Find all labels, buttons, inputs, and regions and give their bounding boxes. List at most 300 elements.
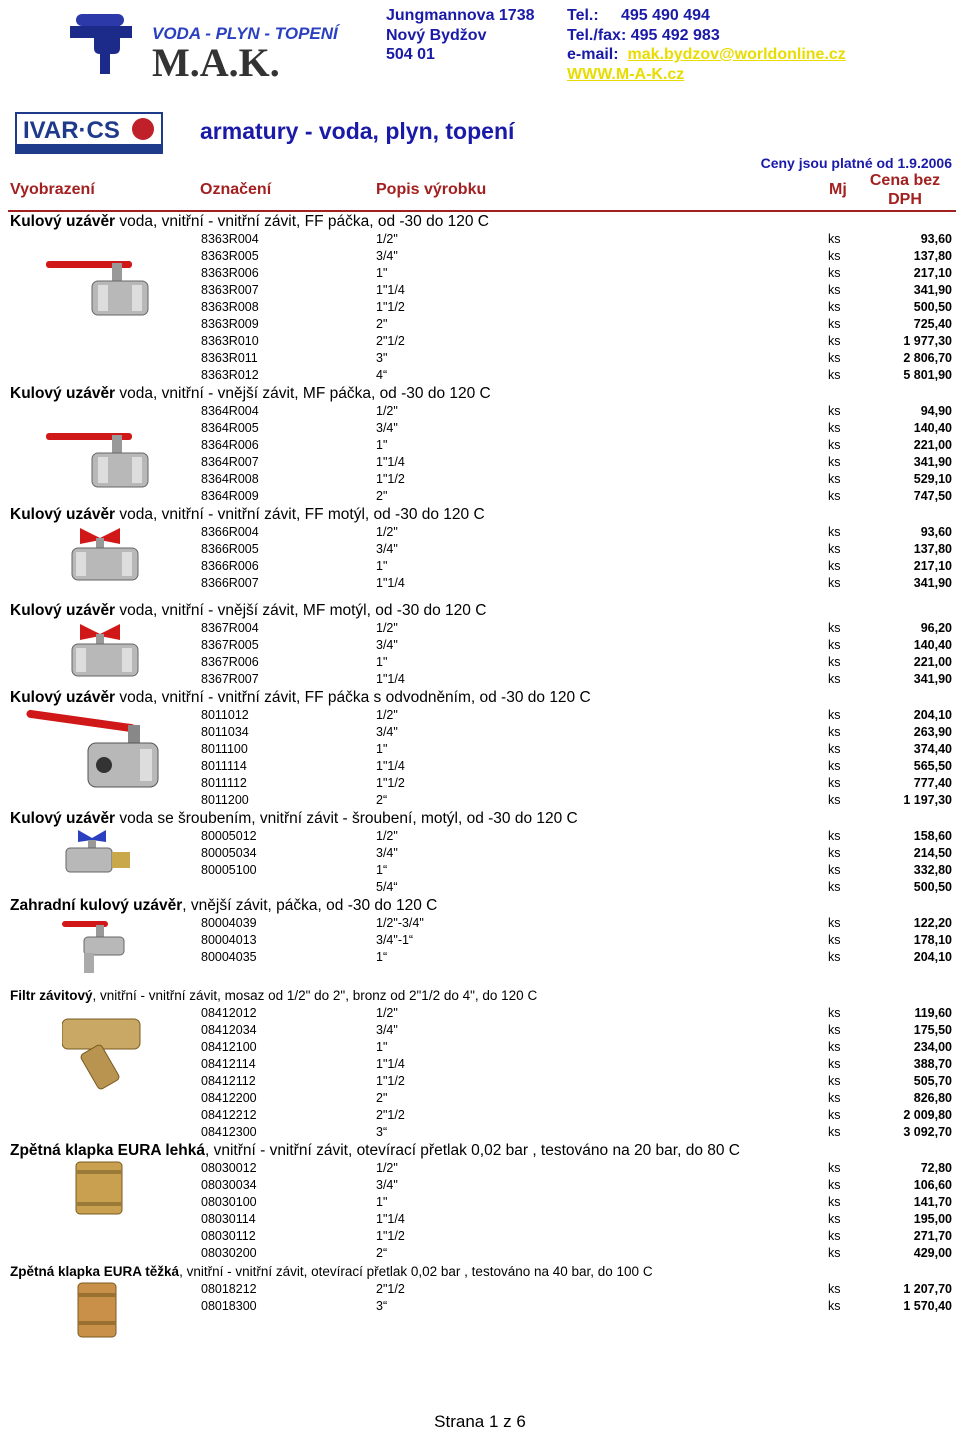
product-unit: ks bbox=[828, 621, 841, 635]
product-unit: ks bbox=[828, 1091, 841, 1105]
product-unit: ks bbox=[828, 559, 841, 573]
table-row bbox=[0, 471, 960, 488]
product-size: 1/2" bbox=[376, 621, 398, 635]
product-section bbox=[0, 384, 960, 505]
product-unit: ks bbox=[828, 1246, 841, 1260]
section-title-bold: Filtr závitový bbox=[10, 988, 93, 1003]
table-row bbox=[0, 316, 960, 333]
product-code: 08030100 bbox=[201, 1195, 257, 1209]
product-section bbox=[0, 1262, 960, 1315]
section-title-bold: Kulový uzávěr bbox=[10, 810, 116, 827]
product-unit: ks bbox=[828, 249, 841, 263]
product-unit: ks bbox=[828, 455, 841, 469]
product-size: 1"1/4 bbox=[376, 455, 405, 469]
section-title-bold: Zahradní kulový uzávěr bbox=[10, 897, 183, 914]
product-price: 747,50 bbox=[913, 489, 952, 503]
section-title-rest: voda, vnitřní - vnitřní závit, FF páčka, od -30 do 120 C bbox=[115, 213, 490, 230]
table-row bbox=[0, 792, 960, 809]
product-size: 1/2" bbox=[376, 829, 398, 843]
table-row bbox=[0, 620, 960, 637]
table-row bbox=[0, 1124, 960, 1141]
product-unit: ks bbox=[828, 1195, 841, 1209]
product-code: 08412300 bbox=[201, 1125, 257, 1139]
product-unit: ks bbox=[828, 283, 841, 297]
fax-number: 495 492 983 bbox=[630, 26, 720, 44]
section-title-rest: , vnitřní - vnitřní závit, otevírací přetlak 0,02 bar , testováno na 40 bar, do 100 C bbox=[179, 1264, 653, 1279]
ivar-cs-logo bbox=[15, 112, 163, 154]
product-price: 529,10 bbox=[913, 472, 952, 486]
table-row bbox=[0, 1039, 960, 1056]
product-size: 1"1/4 bbox=[376, 576, 405, 590]
table-row bbox=[0, 248, 960, 265]
product-size: 5/4“ bbox=[376, 880, 398, 894]
product-size: 3“ bbox=[376, 1125, 388, 1139]
product-price: 341,90 bbox=[913, 283, 952, 297]
table-row bbox=[0, 1228, 960, 1245]
product-code: 8363R012 bbox=[201, 368, 259, 382]
table-row bbox=[0, 741, 960, 758]
product-rows bbox=[0, 231, 960, 384]
product-code: 8364R007 bbox=[201, 455, 259, 469]
product-unit: ks bbox=[828, 880, 841, 894]
table-row bbox=[0, 1073, 960, 1090]
product-unit: ks bbox=[828, 708, 841, 722]
product-size: 1/2" bbox=[376, 1006, 398, 1020]
fax-label: Tel./fax: bbox=[567, 26, 627, 44]
product-code: 8011112 bbox=[201, 776, 247, 790]
product-unit: ks bbox=[828, 759, 841, 773]
product-price: 217,10 bbox=[913, 266, 952, 280]
product-code: 8363R011 bbox=[201, 351, 258, 365]
address-street: Jungmannova 1738 bbox=[386, 7, 535, 24]
product-code: 08030112 bbox=[201, 1229, 256, 1243]
product-size: 1/2" bbox=[376, 1161, 398, 1175]
product-size: 1/2" bbox=[376, 708, 398, 722]
product-price: 3 092,70 bbox=[903, 1125, 952, 1139]
product-price: 263,90 bbox=[913, 725, 952, 739]
product-size: 1"1/2 bbox=[376, 300, 405, 314]
table-row bbox=[0, 1281, 960, 1298]
section-title bbox=[0, 896, 960, 915]
section-title-rest: , vnitřní - vnitřní závit, otevírací přetlak 0,02 bar , testováno na 20 bar, do 80 C bbox=[204, 1142, 740, 1159]
section-title bbox=[0, 1262, 960, 1281]
contact-block bbox=[567, 6, 846, 84]
product-size: 2“ bbox=[376, 1246, 388, 1260]
product-price: 1 207,70 bbox=[903, 1282, 952, 1296]
table-row bbox=[0, 654, 960, 671]
product-section bbox=[0, 688, 960, 809]
product-code: 8011034 bbox=[201, 725, 249, 739]
product-price: 221,00 bbox=[913, 438, 952, 452]
product-unit: ks bbox=[828, 1299, 841, 1313]
product-price: 826,80 bbox=[913, 1091, 952, 1105]
product-code: 08030114 bbox=[201, 1212, 256, 1226]
product-price: 1 570,40 bbox=[903, 1299, 952, 1313]
product-unit: ks bbox=[828, 266, 841, 280]
product-price: 565,50 bbox=[913, 759, 952, 773]
product-code: 8364R006 bbox=[201, 438, 259, 452]
table-row bbox=[0, 524, 960, 541]
table-row bbox=[0, 454, 960, 471]
product-size: 2" bbox=[376, 489, 388, 503]
product-unit: ks bbox=[828, 1006, 841, 1020]
section-title bbox=[0, 1141, 960, 1160]
column-header-price bbox=[858, 171, 952, 209]
product-price: 388,70 bbox=[913, 1057, 952, 1071]
table-row bbox=[0, 350, 960, 367]
product-price: 137,80 bbox=[913, 249, 952, 263]
table-row bbox=[0, 932, 960, 949]
product-size: 2"1/2 bbox=[376, 1108, 405, 1122]
section-title bbox=[0, 601, 960, 620]
product-size: 3/4" bbox=[376, 249, 398, 263]
product-size: 1" bbox=[376, 559, 388, 573]
tel-label: Tel.: bbox=[567, 7, 599, 24]
product-price: 175,50 bbox=[913, 1023, 952, 1037]
product-code: 80004039 bbox=[201, 916, 257, 930]
price-validity: Ceny jsou platné od 1.9.2006 bbox=[760, 155, 952, 171]
table-row bbox=[0, 1211, 960, 1228]
product-price: 94,90 bbox=[920, 404, 952, 418]
product-size: 3/4"-1“ bbox=[376, 933, 414, 947]
product-size: 1“ bbox=[376, 863, 388, 877]
section-title-rest: voda, vnitřní - vnější závit, MF motýl, od -30 do 120 C bbox=[115, 602, 487, 619]
product-code: 8364R004 bbox=[201, 404, 259, 418]
product-size: 3" bbox=[376, 351, 388, 365]
section-title-bold: Kulový uzávěr bbox=[10, 213, 116, 230]
product-price: 140,40 bbox=[913, 638, 952, 652]
product-price: 429,00 bbox=[913, 1246, 952, 1260]
product-code: 8363R008 bbox=[201, 300, 259, 314]
product-unit: ks bbox=[828, 1282, 841, 1296]
product-price: 341,90 bbox=[913, 576, 952, 590]
product-section bbox=[0, 505, 960, 592]
product-size: 3/4" bbox=[376, 846, 398, 860]
product-unit: ks bbox=[828, 1161, 841, 1175]
product-unit: ks bbox=[828, 1023, 841, 1037]
product-unit: ks bbox=[828, 846, 841, 860]
product-code: 8367R005 bbox=[201, 638, 259, 652]
product-unit: ks bbox=[828, 317, 841, 331]
product-unit: ks bbox=[828, 1108, 841, 1122]
section-title-rest: voda, vnitřní - vnitřní závit, FF motýl, od -30 do 120 C bbox=[115, 506, 485, 523]
table-row bbox=[0, 707, 960, 724]
product-unit: ks bbox=[828, 300, 841, 314]
product-section bbox=[0, 212, 960, 384]
section-title-rest: , vnitřní - vnitřní závit, mosaz od 1/2" do 2", bronz od 2"1/2 do 4", do 120 C bbox=[92, 988, 538, 1003]
product-rows bbox=[0, 1160, 960, 1262]
product-unit: ks bbox=[828, 863, 841, 877]
table-row bbox=[0, 558, 960, 575]
product-code: 80005034 bbox=[201, 846, 257, 860]
table-row bbox=[0, 879, 960, 896]
product-code: 8364R009 bbox=[201, 489, 259, 503]
product-size: 1/2" bbox=[376, 404, 398, 418]
product-rows bbox=[0, 1005, 960, 1141]
product-code: 8011012 bbox=[201, 708, 249, 722]
email-label: e-mail: bbox=[567, 46, 619, 63]
product-code: 08412034 bbox=[201, 1023, 257, 1037]
table-row bbox=[0, 403, 960, 420]
price-header-line-1: Cena bez bbox=[869, 172, 941, 189]
table-row bbox=[0, 299, 960, 316]
product-code: 80005100 bbox=[201, 863, 257, 877]
table-row bbox=[0, 1194, 960, 1211]
product-price: 500,50 bbox=[913, 300, 952, 314]
table-row bbox=[0, 637, 960, 654]
product-price: 1 197,30 bbox=[903, 793, 952, 807]
product-price: 195,00 bbox=[913, 1212, 952, 1226]
table-row bbox=[0, 724, 960, 741]
product-price: 505,70 bbox=[913, 1074, 952, 1088]
product-price: 374,40 bbox=[913, 742, 952, 756]
table-row bbox=[0, 1298, 960, 1315]
product-size: 1"1/4 bbox=[376, 1057, 405, 1071]
product-size: 1/2"-3/4" bbox=[376, 916, 424, 930]
table-row bbox=[0, 845, 960, 862]
product-code: 8363R005 bbox=[201, 249, 259, 263]
page-number: Strana 1 z 6 bbox=[434, 1412, 526, 1431]
product-price: 271,70 bbox=[913, 1229, 952, 1243]
section-title-rest: voda, vnitřní - vnitřní závit, FF páčka s odvodněním, od -30 do 120 C bbox=[115, 689, 591, 706]
table-row bbox=[0, 915, 960, 932]
product-rows bbox=[0, 1281, 960, 1315]
svg-text:IVAR·CS: IVAR·CS bbox=[23, 117, 120, 144]
product-unit: ks bbox=[828, 742, 841, 756]
table-row bbox=[0, 949, 960, 966]
table-row bbox=[0, 575, 960, 592]
svg-text:M.A.K.: M.A.K. bbox=[152, 40, 280, 85]
product-code: 08412100 bbox=[201, 1040, 257, 1054]
product-code: 08412012 bbox=[201, 1006, 257, 1020]
product-list bbox=[0, 212, 960, 1315]
product-code: 80004013 bbox=[201, 933, 257, 947]
table-row bbox=[0, 758, 960, 775]
column-header-code: Označení bbox=[200, 181, 272, 198]
product-unit: ks bbox=[828, 525, 841, 539]
table-row bbox=[0, 1005, 960, 1022]
product-code: 08412114 bbox=[201, 1057, 256, 1071]
product-price: 332,80 bbox=[913, 863, 952, 877]
product-unit: ks bbox=[828, 351, 841, 365]
section-title-bold: Kulový uzávěr bbox=[10, 385, 116, 402]
section-title-bold: Zpětná klapka EURA lehká bbox=[10, 1142, 205, 1159]
product-size: 1"1/2 bbox=[376, 1074, 405, 1088]
column-header-description: Popis výrobku bbox=[376, 181, 487, 198]
table-row bbox=[0, 1177, 960, 1194]
product-code: 08018300 bbox=[201, 1299, 257, 1313]
product-code: 8366R005 bbox=[201, 542, 259, 556]
product-size: 3“ bbox=[376, 1299, 388, 1313]
product-unit: ks bbox=[828, 421, 841, 435]
product-code: 8363R004 bbox=[201, 232, 259, 246]
product-unit: ks bbox=[828, 1057, 841, 1071]
product-price: 2 009,80 bbox=[903, 1108, 952, 1122]
product-price: 500,50 bbox=[913, 880, 952, 894]
product-rows bbox=[0, 707, 960, 809]
product-section bbox=[0, 1141, 960, 1262]
product-unit: ks bbox=[828, 334, 841, 348]
product-code: 08018212 bbox=[201, 1282, 257, 1296]
product-price: 234,00 bbox=[913, 1040, 952, 1054]
product-price: 137,80 bbox=[913, 542, 952, 556]
product-unit: ks bbox=[828, 1125, 841, 1139]
table-row bbox=[0, 775, 960, 792]
table-row bbox=[0, 1107, 960, 1124]
product-code: 08030012 bbox=[201, 1161, 257, 1175]
product-size: 1"1/4 bbox=[376, 759, 405, 773]
product-unit: ks bbox=[828, 725, 841, 739]
table-row bbox=[0, 1056, 960, 1073]
product-code: 8364R005 bbox=[201, 421, 259, 435]
product-unit: ks bbox=[828, 1040, 841, 1054]
product-code: 8011200 bbox=[201, 793, 249, 807]
product-code: 8363R010 bbox=[201, 334, 259, 348]
website-link[interactable]: WWW.M-A-K.cz bbox=[567, 65, 685, 83]
product-code: 08030034 bbox=[201, 1178, 257, 1192]
product-code: 08412200 bbox=[201, 1091, 257, 1105]
table-row bbox=[0, 541, 960, 558]
product-unit: ks bbox=[828, 655, 841, 669]
product-size: 1" bbox=[376, 742, 388, 756]
tel-number: 495 490 494 bbox=[620, 7, 710, 24]
product-code: 8011100 bbox=[201, 742, 248, 756]
product-section bbox=[0, 986, 960, 1141]
table-row bbox=[0, 828, 960, 845]
table-row bbox=[0, 265, 960, 282]
product-price: 119,60 bbox=[914, 1006, 952, 1020]
product-price: 214,50 bbox=[913, 846, 952, 860]
product-size: 2"1/2 bbox=[376, 334, 405, 348]
product-price: 725,40 bbox=[913, 317, 952, 331]
product-size: 1/2" bbox=[376, 525, 398, 539]
product-rows bbox=[0, 915, 960, 966]
product-section bbox=[0, 601, 960, 688]
section-title-bold: Zpětná klapka EURA těžká bbox=[10, 1264, 180, 1279]
product-size: 3/4" bbox=[376, 638, 398, 652]
product-size: 2"1/2 bbox=[376, 1282, 405, 1296]
product-price: 204,10 bbox=[913, 950, 952, 964]
product-code: 8366R004 bbox=[201, 525, 259, 539]
column-header-unit: Mj bbox=[829, 181, 847, 198]
product-unit: ks bbox=[828, 638, 841, 652]
product-code: 8367R007 bbox=[201, 672, 259, 686]
section-title-bold: Kulový uzávěr bbox=[10, 689, 116, 706]
product-code: 8363R009 bbox=[201, 317, 259, 331]
product-size: 1"1/4 bbox=[376, 283, 405, 297]
product-unit: ks bbox=[828, 933, 841, 947]
table-row bbox=[0, 1160, 960, 1177]
section-title bbox=[0, 505, 960, 524]
product-unit: ks bbox=[828, 472, 841, 486]
product-unit: ks bbox=[828, 776, 841, 790]
product-unit: ks bbox=[828, 1178, 841, 1192]
table-row bbox=[0, 367, 960, 384]
product-unit: ks bbox=[828, 916, 841, 930]
product-rows bbox=[0, 524, 960, 592]
product-size: 1" bbox=[376, 438, 388, 452]
product-price: 141,70 bbox=[913, 1195, 952, 1209]
product-code: 8366R006 bbox=[201, 559, 259, 573]
product-price: 178,10 bbox=[913, 933, 952, 947]
section-title bbox=[0, 986, 960, 1005]
page-tagline: armatury - voda, plyn, topení bbox=[200, 118, 515, 144]
section-title bbox=[0, 688, 960, 707]
product-size: 1/2" bbox=[376, 232, 398, 246]
product-size: 4“ bbox=[376, 368, 388, 382]
product-rows bbox=[0, 403, 960, 505]
product-unit: ks bbox=[828, 1229, 841, 1243]
svg-text:VODA - PLYN - TOPENÍ: VODA - PLYN - TOPENÍ bbox=[152, 24, 338, 43]
product-code: 8363R006 bbox=[201, 266, 259, 280]
product-size: 1“ bbox=[376, 950, 388, 964]
table-row bbox=[0, 231, 960, 248]
section-title bbox=[0, 384, 960, 403]
product-price: 221,00 bbox=[913, 655, 952, 669]
section-title-rest: voda se šroubením, vnitřní závit - šroubení, motýl, od -30 do 120 C bbox=[115, 810, 578, 827]
product-size: 3/4" bbox=[376, 1178, 398, 1192]
table-row bbox=[0, 420, 960, 437]
email-link[interactable]: mak.bydzov@worldonline.cz bbox=[627, 46, 846, 63]
product-price: 93,60 bbox=[920, 525, 952, 539]
product-unit: ks bbox=[828, 438, 841, 452]
column-header-image: Vyobrazení bbox=[10, 181, 95, 198]
product-code: 8363R007 bbox=[201, 283, 259, 297]
product-price: 341,90 bbox=[913, 455, 952, 469]
product-size: 2" bbox=[376, 1091, 388, 1105]
product-size: 1" bbox=[376, 1040, 388, 1054]
section-title bbox=[0, 212, 960, 231]
product-unit: ks bbox=[828, 404, 841, 418]
product-unit: ks bbox=[828, 672, 841, 686]
table-row bbox=[0, 1245, 960, 1262]
product-code: 08030200 bbox=[201, 1246, 257, 1260]
product-size: 2" bbox=[376, 317, 388, 331]
table-row bbox=[0, 333, 960, 350]
product-size: 3/4" bbox=[376, 421, 398, 435]
product-code: 80004035 bbox=[201, 950, 257, 964]
product-size: 1"1/4 bbox=[376, 672, 405, 686]
product-code: 8367R006 bbox=[201, 655, 259, 669]
product-size: 1" bbox=[376, 655, 388, 669]
product-code: 8366R007 bbox=[201, 576, 259, 590]
product-code: 8367R004 bbox=[201, 621, 259, 635]
product-unit: ks bbox=[828, 829, 841, 843]
product-unit: ks bbox=[828, 1212, 841, 1226]
section-title-bold: Kulový uzávěr bbox=[10, 506, 116, 523]
product-price: 341,90 bbox=[913, 672, 952, 686]
product-section bbox=[0, 809, 960, 896]
product-unit: ks bbox=[828, 368, 841, 382]
product-price: 2 806,70 bbox=[903, 351, 952, 365]
section-title-bold: Kulový uzávěr bbox=[10, 602, 116, 619]
product-size: 3/4" bbox=[376, 1023, 398, 1037]
table-row bbox=[0, 1090, 960, 1107]
page-header bbox=[0, 0, 960, 210]
product-unit: ks bbox=[828, 950, 841, 964]
product-unit: ks bbox=[828, 576, 841, 590]
product-size: 1" bbox=[376, 1195, 388, 1209]
product-size: 1" bbox=[376, 266, 388, 280]
product-unit: ks bbox=[828, 489, 841, 503]
section-title-rest: voda, vnitřní - vnější závit, MF páčka, od -30 do 120 C bbox=[115, 385, 491, 402]
section-title-rest: , vnější závit, páčka, od -30 do 120 C bbox=[182, 897, 438, 914]
section-title bbox=[0, 809, 960, 828]
product-size: 1"1/2 bbox=[376, 1229, 405, 1243]
product-code: 8364R008 bbox=[201, 472, 259, 486]
table-row bbox=[0, 862, 960, 879]
table-row bbox=[0, 671, 960, 688]
